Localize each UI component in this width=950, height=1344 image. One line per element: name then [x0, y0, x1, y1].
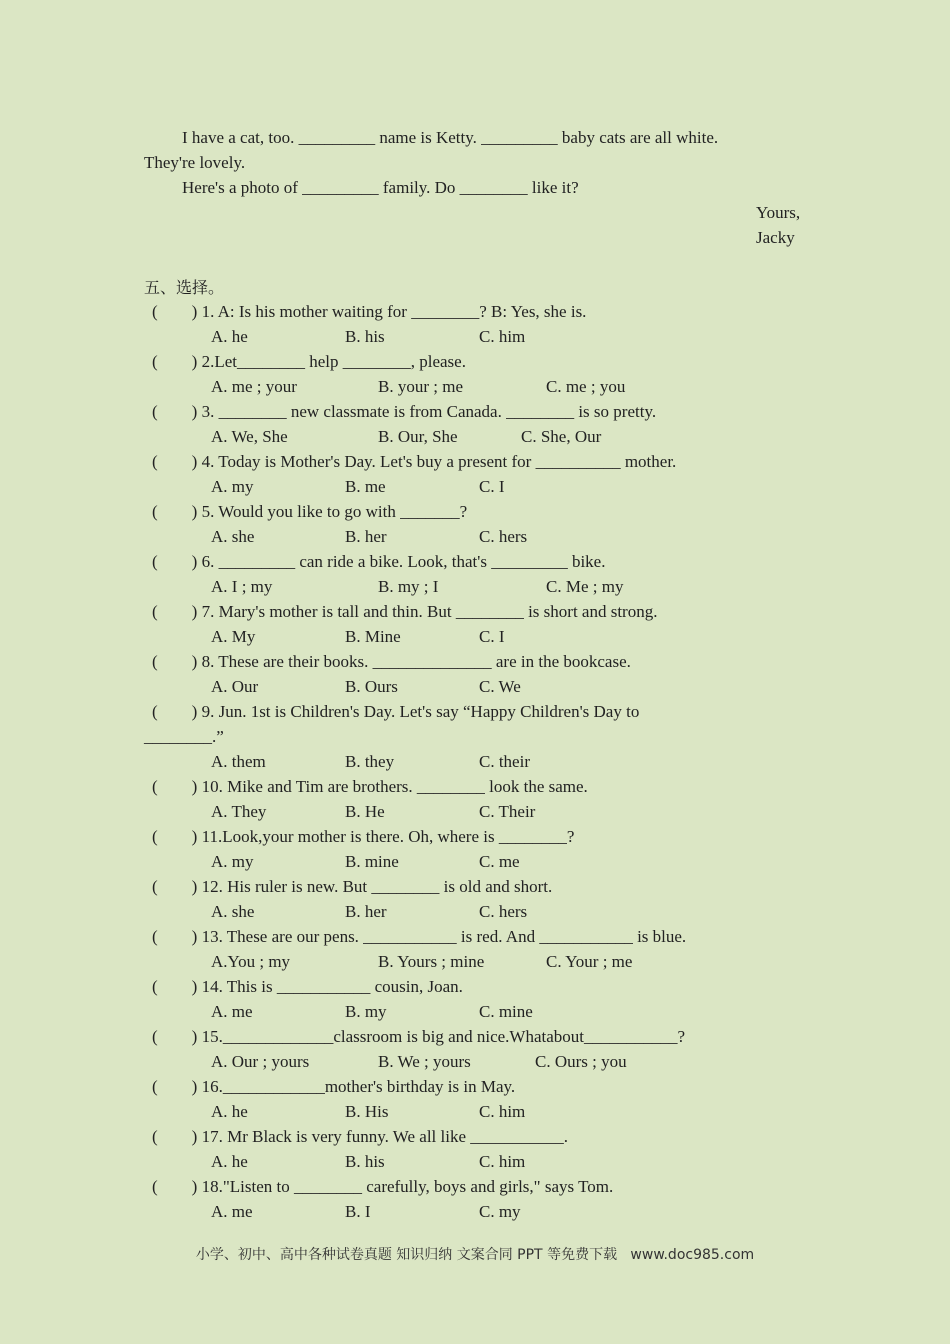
letter-line-3: Here's a photo of _________ family. Do ________ like it? — [182, 178, 579, 197]
question-8-text: ( ) 8. These are their books. ______________ are in the bookcase. — [152, 652, 631, 671]
question-16-text: ( ) 16.____________mother's birthday is in May. — [152, 1077, 516, 1096]
question-1-option-a: A. he — [211, 327, 248, 346]
question-4-text: ( ) 4. Today is Mother's Day. Let's buy a present for __________ mother. — [152, 452, 677, 471]
question-8-option-a: A. Our — [211, 677, 259, 696]
question-8-option-c: C. We — [479, 677, 521, 696]
question-13-text: ( ) 13. These are our pens. ___________ is red. And ___________ is blue. — [152, 927, 687, 946]
question-16-option-c: C. him — [479, 1102, 526, 1121]
question-18-option-c: C. my — [479, 1202, 521, 1221]
question-5-option-a: A. she — [211, 527, 255, 546]
question-9-option-c: C. their — [479, 752, 530, 771]
question-11-option-c: C. me — [479, 852, 520, 871]
question-17-option-b: B. his — [345, 1152, 385, 1171]
question-4-option-a: A. my — [211, 477, 254, 496]
question-12-option-a: A. she — [211, 902, 255, 921]
question-14-text: ( ) 14. This is ___________ cousin, Joan. — [152, 977, 463, 996]
question-7-option-a: A. My — [211, 627, 256, 646]
question-9-option-a: A. them — [211, 752, 266, 771]
question-6-text: ( ) 6. _________ can ride a bike. Look, that's _________ bike. — [152, 552, 606, 571]
question-5-option-b: B. her — [345, 527, 387, 546]
question-3-option-b: B. Our, She — [378, 427, 458, 446]
question-3-option-a: A. We, She — [211, 427, 288, 446]
question-18-option-b: B. I — [345, 1202, 371, 1221]
question-8-option-b: B. Ours — [345, 677, 398, 696]
question-14-option-c: C. mine — [479, 1002, 533, 1021]
question-15-option-b: B. We ; yours — [378, 1052, 471, 1071]
question-16-option-b: B. His — [345, 1102, 389, 1121]
question-17-option-c: C. him — [479, 1152, 526, 1171]
question-12-option-c: C. hers — [479, 902, 528, 921]
question-6-option-c: C. Me ; my — [546, 577, 624, 596]
question-3-text: ( ) 3. ________ new classmate is from Canada. ________ is so pretty. — [152, 402, 657, 421]
question-16-option-a: A. he — [211, 1102, 248, 1121]
question-2-text: ( ) 2.Let________ help ________, please. — [152, 352, 466, 371]
question-15-option-c: C. Ours ; you — [535, 1052, 627, 1071]
letter-signature: Jacky — [756, 228, 795, 247]
question-11-option-a: A. my — [211, 852, 254, 871]
question-1-option-c: C. him — [479, 327, 526, 346]
question-4-option-c: C. I — [479, 477, 505, 496]
question-4-option-b: B. me — [345, 477, 386, 496]
question-2-option-a: A. me ; your — [211, 377, 297, 396]
question-10-text: ( ) 10. Mike and Tim are brothers. ________ look the same. — [152, 777, 588, 796]
question-11-option-b: B. mine — [345, 852, 399, 871]
question-9-text: ( ) 9. Jun. 1st is Children's Day. Let's say “Happy Children's Day to — [152, 702, 640, 721]
question-18-text: ( ) 18."Listen to ________ carefully, boys and girls," says Tom. — [152, 1177, 614, 1196]
question-10-option-b: B. He — [345, 802, 385, 821]
question-15-text: ( ) 15._____________classroom is big and nice.Whatabout___________? — [152, 1027, 686, 1046]
question-2-option-b: B. your ; me — [378, 377, 463, 396]
footer-text: 小学、初中、高中各种试卷真题 知识归纳 文案合同 PPT 等免费下载 www.doc985.com — [195, 1247, 755, 1263]
question-1-text: ( ) 1. A: Is his mother waiting for ________? B: Yes, she is. — [152, 302, 587, 321]
question-11-text: ( ) 11.Look,your mother is there. Oh, where is ________? — [152, 827, 575, 846]
question-7-text: ( ) 7. Mary's mother is tall and thin. But ________ is short and strong. — [152, 602, 658, 621]
question-17-option-a: A. he — [211, 1152, 248, 1171]
section-title: 五、选择。 — [144, 278, 225, 297]
question-6-option-a: A. I ; my — [211, 577, 273, 596]
question-13-option-c: C. Your ; me — [546, 952, 633, 971]
question-9-option-b: B. they — [345, 752, 395, 771]
question-1-option-b: B. his — [345, 327, 385, 346]
question-7-option-b: B. Mine — [345, 627, 401, 646]
question-15-option-a: A. Our ; yours — [211, 1052, 310, 1071]
question-14-option-a: A. me — [211, 1002, 253, 1021]
letter-line-1: I have a cat, too. _________ name is Ketty. _________ baby cats are all white. — [182, 128, 719, 147]
question-7-option-c: C. I — [479, 627, 505, 646]
question-5-text: ( ) 5. Would you like to go with _______? — [152, 502, 468, 521]
question-6-option-b: B. my ; I — [378, 577, 439, 596]
question-12-text: ( ) 12. His ruler is new. But ________ is old and short. — [152, 877, 553, 896]
question-3-option-c: C. She, Our — [521, 427, 602, 446]
question-18-option-a: A. me — [211, 1202, 253, 1221]
question-5-option-c: C. hers — [479, 527, 528, 546]
question-2-option-c: C. me ; you — [546, 377, 626, 396]
question-10-option-a: A. They — [211, 802, 267, 821]
question-14-option-b: B. my — [345, 1002, 387, 1021]
letter-line-2: They're lovely. — [144, 153, 246, 172]
question-13-option-b: B. Yours ; mine — [378, 952, 485, 971]
question-13-option-a: A.You ; my — [211, 952, 291, 971]
question-9-text-cont: ________.” — [144, 727, 224, 746]
question-10-option-c: C. Their — [479, 802, 536, 821]
question-17-text: ( ) 17. Mr Black is very funny. We all like ___________. — [152, 1127, 569, 1146]
letter-closing: Yours, — [756, 203, 801, 222]
question-12-option-b: B. her — [345, 902, 387, 921]
